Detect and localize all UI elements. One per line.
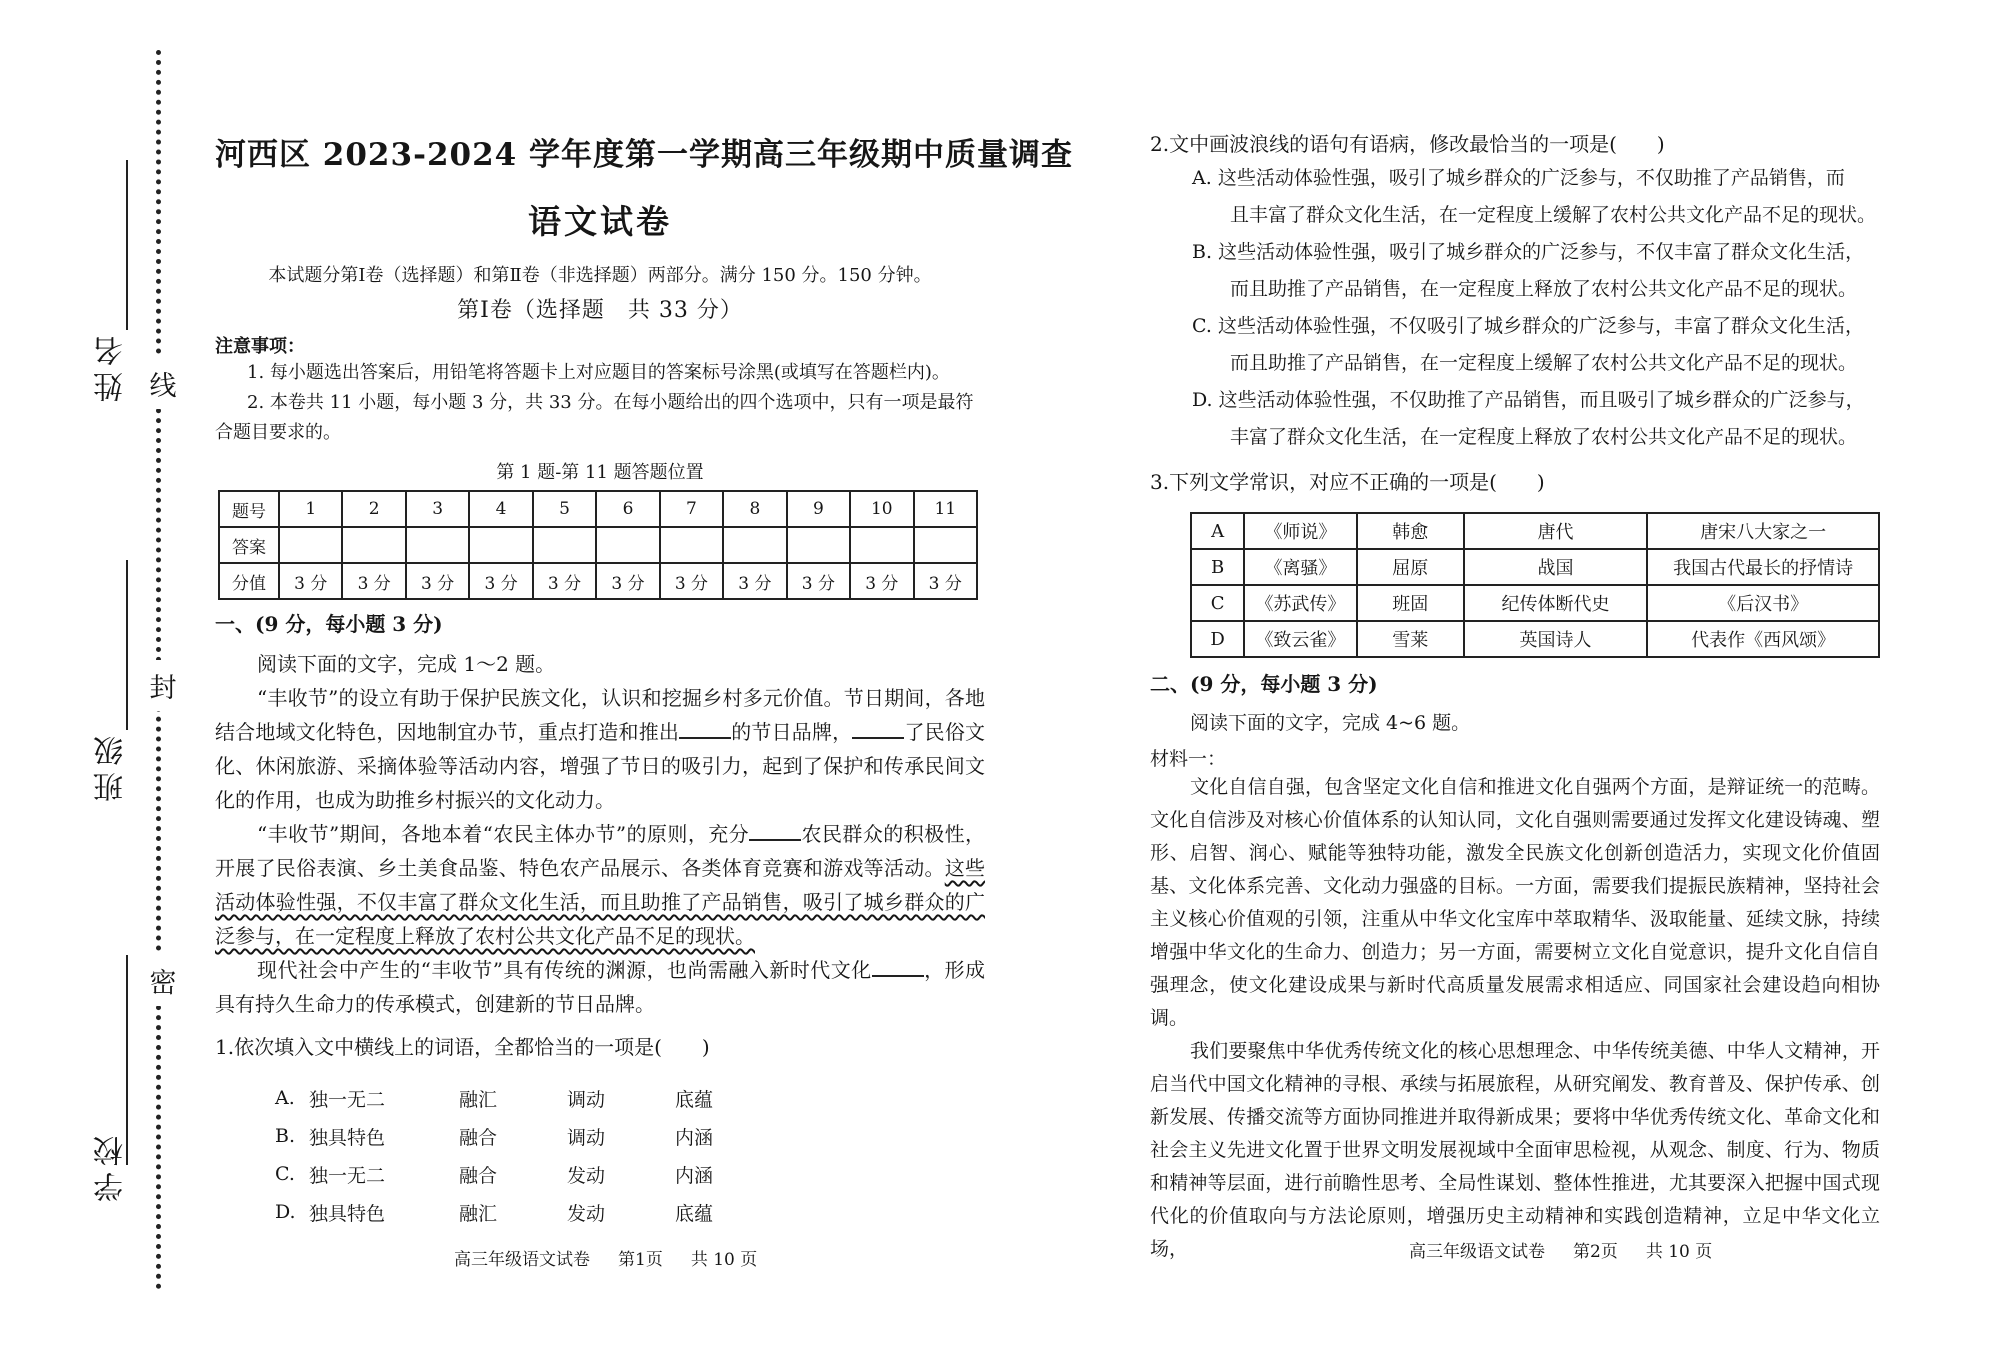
material-label: 材料一： bbox=[1150, 748, 1227, 770]
page-1-footer bbox=[440, 1245, 771, 1270]
footer-exam-name: 高三年级语文试卷 bbox=[1409, 1242, 1545, 1262]
passage-text: “丰收节”的设立有助于保护民族文化，认识和挖掘乡村多元价值。节日期间，各地结合地域文化特色，因地制宜办节，重点打造和推出 bbox=[215, 686, 985, 744]
passage-text: 现代社会中产生的“丰收节”具有传统的渊源，也尚需融入新时代文化 bbox=[257, 958, 872, 982]
footer-total-pages: 共 10 页 bbox=[690, 1250, 758, 1270]
class-field-label: 班级 bbox=[94, 730, 129, 802]
wavy-underlined-sentence: 这些活动体验性强，不仅丰富了群众文化生活，而且助推了产品销售，吸引了城乡群众的广泛参与，在一定程度上释放了农村公共文化产品不足的现状。 bbox=[215, 856, 986, 948]
option-text: 这些活动体验性强，吸引了城乡群众的广泛参与，不仅丰富了群众文化生活， bbox=[1218, 241, 1865, 263]
option-text: 丰富了群众文化生活，在一定程度上释放了农村公共文化产品不足的现状。 bbox=[1230, 426, 1858, 448]
option-letter: C. bbox=[275, 1163, 295, 1185]
name-field-line[interactable] bbox=[126, 160, 128, 330]
question-number: 5 bbox=[533, 491, 596, 527]
question-number: 3 bbox=[406, 491, 469, 527]
question-number: 9 bbox=[787, 491, 850, 527]
option-text: 而且助推了产品销售，在一定程度上释放了农村公共文化产品不足的现状。 bbox=[1230, 278, 1858, 300]
fill-blank-4[interactable] bbox=[872, 957, 924, 977]
section-2-heading: 二、(9 分，每小题 3 分) bbox=[1150, 672, 1378, 696]
passage-text: “丰收节”期间，各地本着“农民主体办节”的原则，充分 bbox=[257, 822, 750, 846]
option-word: 底蕴 bbox=[675, 1202, 714, 1225]
option-word: 融合 bbox=[459, 1126, 498, 1149]
page-1 bbox=[215, 125, 1074, 1231]
binding-margin bbox=[0, 0, 200, 1363]
notice-heading: 注意事项： bbox=[215, 336, 305, 357]
option-b[interactable] bbox=[275, 1117, 985, 1155]
option-word: 独一无二 bbox=[309, 1088, 386, 1111]
footer-exam-name: 高三年级语文试卷 bbox=[454, 1250, 590, 1270]
score-cell: 3 分 bbox=[596, 563, 659, 599]
q2-option-a[interactable] bbox=[1192, 160, 1880, 234]
era: 英国诗人 bbox=[1464, 621, 1647, 657]
option-letter: A. bbox=[275, 1087, 295, 1109]
row-label: 分值 bbox=[219, 563, 279, 599]
answer-cell[interactable] bbox=[914, 527, 977, 563]
answer-cell[interactable] bbox=[406, 527, 469, 563]
school-field-label: 学校 bbox=[94, 1130, 129, 1202]
option-letter: A. bbox=[1192, 167, 1212, 189]
option-word: 内涵 bbox=[675, 1126, 714, 1149]
literature-row-d[interactable] bbox=[1191, 621, 1879, 657]
question-1-options bbox=[275, 1079, 985, 1231]
era: 唐代 bbox=[1464, 513, 1647, 549]
answer-table-caption: 第 1 题-第 11 题答题位置 bbox=[496, 462, 704, 483]
question-3-stem: 3.下列文学常识，对应不正确的一项是( ) bbox=[1150, 470, 1545, 494]
option-word: 发动 bbox=[567, 1164, 606, 1187]
option-word: 调动 bbox=[567, 1088, 606, 1111]
author: 班固 bbox=[1357, 585, 1464, 621]
option-word: 独一无二 bbox=[309, 1164, 386, 1187]
fill-blank-2[interactable] bbox=[852, 719, 904, 739]
option-text: 这些活动体验性强，不仅助推了产品销售，而且吸引了城乡群众的广泛参与， bbox=[1218, 389, 1865, 411]
passage-text: 了民俗文化、休闲旅游、采摘体验等活动内容，增强了节日的吸引力，起到了保护和传承民间文化的作用，也成为助推乡村振兴的文化动力。 bbox=[215, 720, 986, 812]
option-d[interactable] bbox=[275, 1193, 985, 1231]
question-number: 4 bbox=[469, 491, 532, 527]
author: 雪莱 bbox=[1357, 621, 1464, 657]
option-word: 底蕴 bbox=[675, 1088, 714, 1111]
option-word: 独具特色 bbox=[309, 1126, 386, 1149]
option-text: 且丰富了群众文化生活，在一定程度上缓解了农村公共文化产品不足的现状。 bbox=[1230, 204, 1877, 226]
answer-table bbox=[218, 490, 978, 600]
seal-char-xian: 线 bbox=[148, 358, 178, 409]
read-instruction-2: 阅读下面的文字，完成 4~6 题。 bbox=[1190, 712, 1471, 734]
question-number: 1 bbox=[279, 491, 342, 527]
score-cell: 3 分 bbox=[406, 563, 469, 599]
score-cell: 3 分 bbox=[723, 563, 786, 599]
q2-option-d[interactable] bbox=[1192, 382, 1880, 456]
answer-cell[interactable] bbox=[787, 527, 850, 563]
read-instruction: 阅读下面的文字，完成 1～2 题。 bbox=[257, 652, 556, 676]
answer-table-number-row bbox=[219, 491, 977, 527]
era: 战国 bbox=[1464, 549, 1647, 585]
q2-option-b[interactable] bbox=[1192, 234, 1880, 308]
option-letter: B. bbox=[1192, 241, 1213, 263]
work-title: 《致云雀》 bbox=[1244, 621, 1356, 657]
answer-cell[interactable] bbox=[342, 527, 405, 563]
question-number: 6 bbox=[596, 491, 659, 527]
option-c[interactable] bbox=[275, 1155, 985, 1193]
passage-paragraph-3 bbox=[215, 953, 985, 1021]
option-word: 发动 bbox=[567, 1202, 606, 1225]
option-letter: D. bbox=[1192, 389, 1213, 411]
footer-total-pages: 共 10 页 bbox=[1645, 1242, 1713, 1262]
option-letter: B. bbox=[275, 1125, 296, 1147]
option-text: 这些活动体验性强，不仅吸引了城乡群众的广泛参与，丰富了群众文化生活， bbox=[1217, 315, 1864, 337]
option-letter: D. bbox=[275, 1201, 296, 1223]
passage-paragraph-2 bbox=[215, 817, 985, 953]
note: 唐宋八大家之一 bbox=[1647, 513, 1879, 549]
row-letter: C bbox=[1191, 585, 1244, 621]
option-a[interactable] bbox=[275, 1079, 985, 1117]
literature-row-a[interactable] bbox=[1191, 513, 1879, 549]
work-title: 《离骚》 bbox=[1244, 549, 1356, 585]
q2-option-c[interactable] bbox=[1192, 308, 1880, 382]
class-field-line[interactable] bbox=[126, 560, 128, 730]
work-title: 《苏武传》 bbox=[1244, 585, 1356, 621]
literature-row-c[interactable] bbox=[1191, 585, 1879, 621]
option-text: 而且助推了产品销售，在一定程度上缓解了农村公共文化产品不足的现状。 bbox=[1230, 352, 1858, 374]
material-paragraph-2: 我们要聚焦中华优秀传统文化的核心思想理念、中华传统美德、中华人文精神，开启当代中国文化精神的寻根、承续与拓展旅程，从研究阐发、教育普及、保护传承、创新发展、传播交流等方面协同推进并取得新成果；要将中华优秀传统文化、革命文化和社会主义先进文化置于世界文明发展视域中全面审思检视，从观念、制度、行为、物质和精神等层面，进行前瞻性思考、全局性谋划、整体性推进，尤其要深入把握中国式现代化的价值取向与方法论原则，增强历史主动精神和实践创造精神，立足中华文化立场， bbox=[1150, 1040, 1880, 1260]
author: 屈原 bbox=[1357, 549, 1464, 585]
answer-table-answer-row bbox=[219, 527, 977, 563]
page-2-footer bbox=[1395, 1237, 1726, 1262]
section-1-heading: 一、(9 分，每小题 3 分) bbox=[215, 612, 443, 636]
notice-1: 1. 每小题选出答案后，用铅笔将答题卡上对应题目的答案标号涂黑(或填写在答题栏内)。 bbox=[247, 362, 950, 383]
question-1-stem: 1.依次填入文中横线上的词语，全都恰当的一项是( ) bbox=[215, 1035, 710, 1059]
row-letter: B bbox=[1191, 549, 1244, 585]
exam-intro: 本试题分第Ⅰ卷（选择题）和第Ⅱ卷（非选择题）两部分。满分 150 分。150 分钟。 bbox=[268, 265, 932, 286]
option-word: 融合 bbox=[459, 1164, 498, 1187]
question-number: 8 bbox=[723, 491, 786, 527]
answer-cell[interactable] bbox=[723, 527, 786, 563]
seal-char-mi: 密 bbox=[148, 955, 178, 1006]
answer-cell[interactable] bbox=[660, 527, 723, 563]
fill-blank-3[interactable] bbox=[749, 821, 801, 841]
score-cell: 3 分 bbox=[342, 563, 405, 599]
row-label: 答案 bbox=[219, 527, 279, 563]
passage-text: 农民群众的积极性，开展了民俗表演、乡土美食品鉴、特色农产品展示、各类体育竞赛和游戏等活动。 bbox=[215, 822, 986, 880]
work-title: 《师说》 bbox=[1244, 513, 1356, 549]
question-2-stem: 2.文中画波浪线的语句有语病，修改最恰当的一项是( ) bbox=[1150, 132, 1665, 156]
seal-char-feng: 封 bbox=[148, 660, 178, 711]
score-cell: 3 分 bbox=[914, 563, 977, 599]
literature-table bbox=[1190, 512, 1880, 658]
option-word: 融汇 bbox=[459, 1088, 498, 1111]
literature-row-b[interactable] bbox=[1191, 549, 1879, 585]
material-paragraph-1: 文化自信自强，包含坚定文化自信和推进文化自强两个方面，是辩证统一的范畴。文化自信涉及对核心价值体系的认知认同，文化自强则需要通过发挥文化建设铸魂、塑形、启智、润心、赋能等独特功能，激发全民族文化创新创造活力，实现文化价值固基、文化体系完善、文化动力强盛的目标。一方面，需要我们提振民族精神，坚持社会主义核心价值观的引领，注重从中华文化宝库中萃取精华、汲取能量、延续文脉，持续增强中华文化的生命力、创造力；另一方面，需要树立文化自觉意识，提升文化自信自强理念，使文化建设成果与新时代高质量发展需求相适应、同国家社会建设趋向相协调。 bbox=[1150, 776, 1880, 1029]
option-letter: C. bbox=[1192, 315, 1212, 337]
score-cell: 3 分 bbox=[787, 563, 850, 599]
score-cell: 3 分 bbox=[850, 563, 913, 599]
row-label: 题号 bbox=[219, 491, 279, 527]
question-number: 7 bbox=[660, 491, 723, 527]
answer-table-score-row bbox=[219, 563, 977, 599]
question-number: 11 bbox=[914, 491, 977, 527]
note: 代表作《西风颂》 bbox=[1647, 621, 1879, 657]
score-cell: 3 分 bbox=[279, 563, 342, 599]
footer-page-number: 第1页 bbox=[618, 1250, 663, 1270]
note: 《后汉书》 bbox=[1647, 585, 1879, 621]
volume-heading: 第Ⅰ卷（选择题 共 33 分） bbox=[457, 298, 743, 323]
author: 韩愈 bbox=[1357, 513, 1464, 549]
row-letter: D bbox=[1191, 621, 1244, 657]
option-word: 独具特色 bbox=[309, 1202, 386, 1225]
answer-cell[interactable] bbox=[279, 527, 342, 563]
footer-page-number: 第2页 bbox=[1573, 1242, 1618, 1262]
exam-subtitle: 语文试卷 bbox=[528, 202, 672, 241]
row-letter: A bbox=[1191, 513, 1244, 549]
score-cell: 3 分 bbox=[469, 563, 532, 599]
option-text: 这些活动体验性强，吸引了城乡群众的广泛参与，不仅助推了产品销售，而 bbox=[1217, 167, 1845, 189]
question-number: 10 bbox=[850, 491, 913, 527]
era: 纪传体断代史 bbox=[1464, 585, 1647, 621]
score-cell: 3 分 bbox=[533, 563, 596, 599]
question-number: 2 bbox=[342, 491, 405, 527]
notice-2: 2. 本卷共 11 小题，每小题 3 分，共 33 分。在每小题给出的四个选项中，只有一项是最符合题目要求的。 bbox=[215, 392, 974, 443]
answer-cell[interactable] bbox=[850, 527, 913, 563]
option-word: 内涵 bbox=[675, 1164, 714, 1187]
option-word: 调动 bbox=[567, 1126, 606, 1149]
option-word: 融汇 bbox=[459, 1202, 498, 1225]
name-field-label: 姓名 bbox=[94, 330, 129, 402]
page-2 bbox=[1150, 128, 1880, 1266]
score-cell: 3 分 bbox=[660, 563, 723, 599]
fill-blank-1[interactable] bbox=[679, 719, 731, 739]
note: 我国古代最长的抒情诗 bbox=[1647, 549, 1879, 585]
passage-paragraph-1 bbox=[215, 681, 985, 817]
passage-text: 的节日品牌， bbox=[731, 720, 853, 744]
passage-text: ，形成具有持久生命力的传承模式，创建新的节日品牌。 bbox=[215, 958, 985, 1016]
answer-cell[interactable] bbox=[596, 527, 659, 563]
answer-cell[interactable] bbox=[533, 527, 596, 563]
exam-title: 河西区 2023-2024 学年度第一学期高三年级期中质量调查 bbox=[215, 137, 1074, 173]
answer-cell[interactable] bbox=[469, 527, 532, 563]
